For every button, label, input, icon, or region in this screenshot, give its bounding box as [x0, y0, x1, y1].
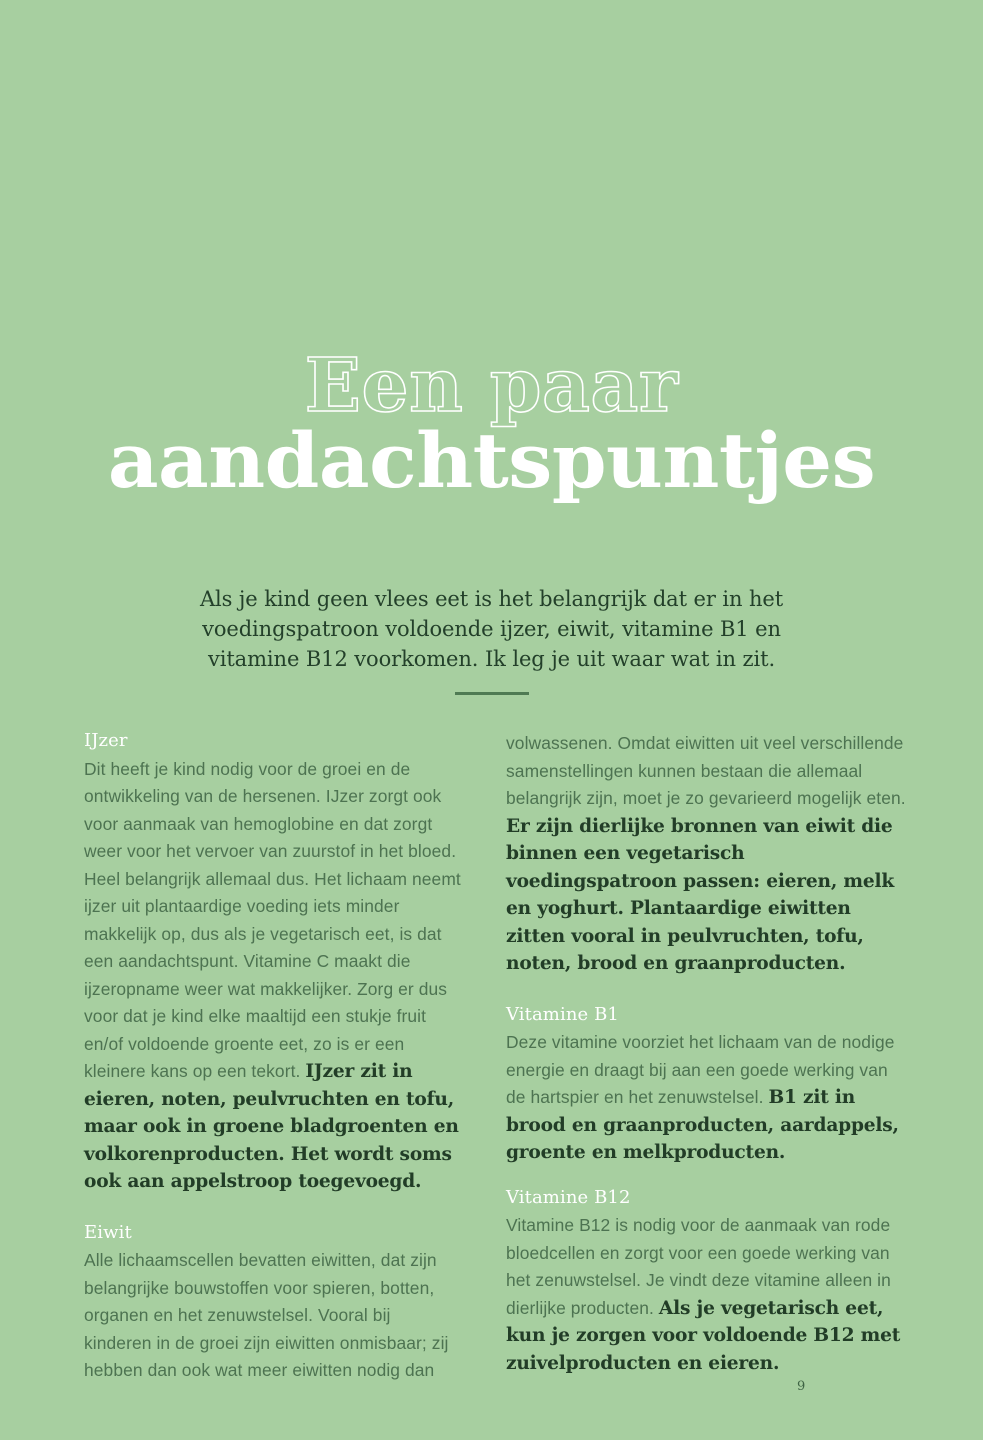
- emphasis-run-eiwit: Er zijn dierlijke bronnen van eiwit die binnen een vegetarisch voedingspatroon passen: eieren, melk en yoghurt. Plantaardige eiwitten zitten vooral in peulvruchten, tofu, noten, brood en graanproducten.: [506, 815, 895, 974]
- title-line-outline: Een paar: [304, 343, 679, 429]
- emphasis-run-vitamine-b1: B1 zit in brood en graanproducten, aardappels, groente en melkproducten.: [506, 1087, 899, 1163]
- section-body-eiwit-left: Alle lichaamscellen bevatten eiwitten, dat zijn belangrijke bouwstoffen voor spieren, botten, organen en het zenuwstelsel. Vooral bij kinderen in de groei zijn eiwitten onmisbaar; zij hebben dan ook wat meer eiwitten nodig dan: [84, 1250, 449, 1380]
- divider-rule: [455, 692, 529, 695]
- section-heading-vitamine-b1: Vitamine B1: [506, 1003, 619, 1025]
- section-heading-ijzer: IJzer: [84, 730, 128, 751]
- content-columns: [84, 730, 912, 1385]
- section-body-eiwit-right: [506, 730, 912, 978]
- body-run: volwassenen. Omdat eiwitten uit veel verschillende samenstellingen kunnen bestaan die allemaal belangrijk zijn, moet je zo gevarieerd mogelijk eten.: [506, 733, 906, 808]
- section-eiwit-continued: [506, 730, 912, 978]
- section-gap: [84, 1196, 462, 1222]
- emphasis-run-ijzer: IJzer zit in eieren, noten, peulvruchten en tofu, maar ook in groene bladgroenten en volkorenproducten. Het wordt soms ook aan appelstroop toegevoegd.: [84, 1061, 459, 1192]
- section-gap: [506, 1167, 912, 1187]
- intro-paragraph: Als je kind geen vlees eet is het belangrijk dat er in het voedingspatroon voldoende ijzer, eiwit, vitamine B1 en vitamine B12 voorkomen. Ik leg je uit waar wat in zit.: [199, 587, 784, 671]
- title-line-solid: aandachtspuntjes: [107, 415, 876, 505]
- body-run: Vitamine B12 is nodig voor de aanmaak van rode bloedcellen en zorgt voor een goede werking van het zenuwstelsel. Je vindt deze vitamine alleen in dierlijke producten.: [506, 1215, 891, 1318]
- section-eiwit: [84, 1222, 462, 1385]
- section-body-ijzer: [84, 756, 462, 1196]
- body-run: Deze vitamine voorziet het lichaam van de nodige energie en draagt bij aan een goede werking van de hartspier en het zenuwstelsel.: [506, 1032, 895, 1107]
- section-vitamine-b12: [506, 1187, 912, 1378]
- page-number: 9: [797, 1379, 806, 1394]
- emphasis-run-vitamine-b12: Als je vegetarisch eet, kun je zorgen voor voldoende B12 met zuivelproducten en eieren.: [506, 1297, 901, 1374]
- section-vitamine-b1: [506, 1004, 912, 1167]
- section-ijzer: [84, 730, 462, 1196]
- column-right: [506, 730, 912, 1385]
- section-body-vitamine-b1: [506, 1029, 912, 1167]
- section-heading-eiwit: Eiwit: [84, 1221, 132, 1243]
- column-left: [84, 730, 462, 1385]
- page-title: [0, 343, 983, 505]
- body-run: Dit heeft je kind nodig voor de groei en de ontwikkeling van de hersenen. IJzer zorgt ook voor aanmaak van hemoglobine en dat zorgt weer voor het vervoer van zuurstof in het bloed. Heel belangrijk allemaal dus. Het lichaam neemt ijzer uit plantaardige voeding iets minder makkelijk op, dus als je vegetarisch eet, is dat een aandachtspunt. Vitamine C maakt die ijzeropname weer wat makkelijker. Zorg er dus voor dat je kind elke maaltijd een stukje fruit en/of voldoende groente eet, zo is er een kleinere kans op een tekort.: [84, 758, 461, 1081]
- section-body-vitamine-b12: [506, 1212, 912, 1377]
- section-gap: [506, 978, 912, 1004]
- section-heading-vitamine-b12: Vitamine B12: [506, 1186, 631, 1208]
